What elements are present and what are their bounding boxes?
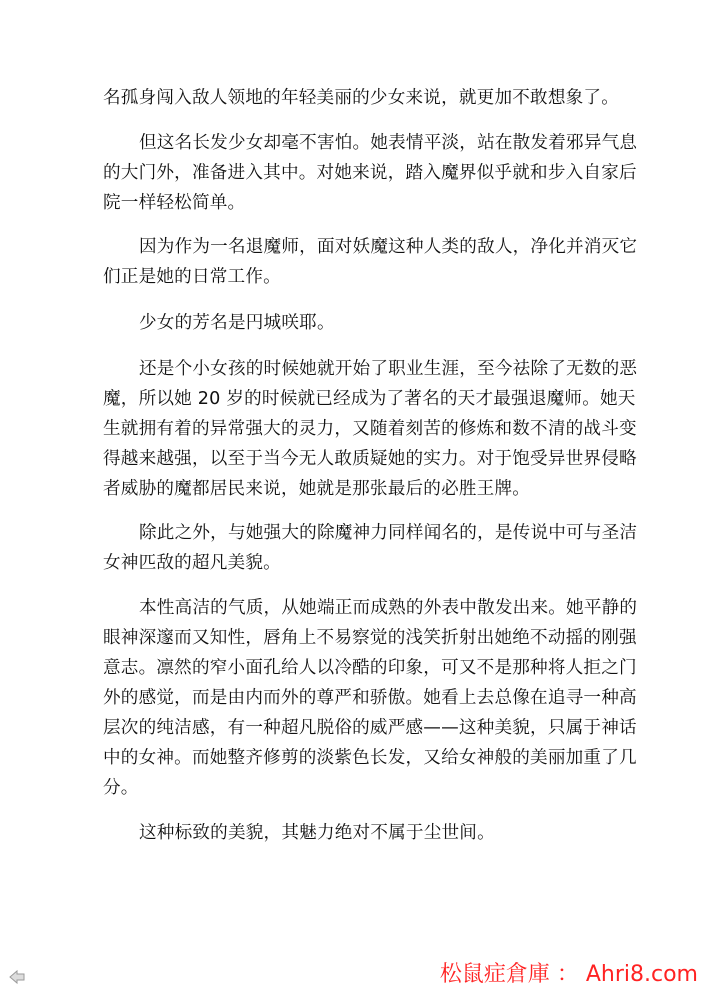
text-line: 除此之外，与她强大的除魔神力同样闻名的，是传说中可与圣洁 (139, 523, 638, 543)
text-line: 层次的纯洁感，有一种超凡脱俗的威严感——这种美貌，只属于神话 (103, 718, 637, 738)
text-line: 生就拥有着的异常强大的灵力，又随着刻苦的修炼和数不清的战斗变 (103, 419, 637, 439)
text-line: 外的感觉，而是由内而外的尊严和骄傲。她看上去总像在追寻一种高 (103, 688, 637, 708)
back-arrow-icon[interactable] (8, 968, 26, 986)
text-line: 意志。凛然的窄小面孔给人以冷酷的印象，可又不是那种将人拒之门 (103, 658, 637, 678)
text-line: 眼神深邃而又知性，唇角上不易察觉的浅笑折射出她绝不动摇的刚强 (103, 628, 637, 648)
text-line: 院一样轻松简单。 (103, 193, 246, 213)
text-line: 因为作为一名退魔师，面对妖魔这种人类的敌人，净化并消灭它 (139, 237, 638, 257)
text-line: 者威胁的魔都居民来说，她就是那张最后的必胜王牌。 (103, 479, 531, 499)
text-line: 们正是她的日常工作。 (103, 267, 281, 287)
text-line: 中的女神。而她整齐修剪的淡紫色长发，又给女神般的美丽加重了几 (103, 748, 637, 768)
text-line: 还是个小女孩的时候她就开始了职业生涯，至今祛除了无数的恶 (139, 359, 638, 379)
text-line: 分。 (103, 778, 139, 798)
text-line: 本性高洁的气质，从她端正而成熟的外表中散发出来。她平静的 (139, 598, 638, 618)
text-line: 这种标致的美貌，其魅力绝对不属于尘世间。 (139, 823, 495, 843)
text-line: 但这名长发少女却毫不害怕。她表情平淡，站在散发着邪异气息 (139, 133, 638, 153)
text-line: 得越来越强，以至于当今无人敢质疑她的实力。对于饱受异世界侵略 (103, 449, 637, 469)
site-watermark: 松鼠症倉庫 ： Ahri8.com (439, 962, 698, 987)
text-line: 女神匹敌的超凡美貌。 (103, 553, 281, 573)
text-line: 的大门外，准备进入其中。对她来说，踏入魔界似乎就和步入自家后 (103, 163, 637, 183)
text-line: 名孤身闯入敌人领地的年轻美丽的少女来说，就更加不敢想象了。 (103, 88, 620, 108)
text-line: 少女的芳名是円城咲耶。 (139, 313, 335, 333)
text-line: 魔，所以她 20 岁的时候就已经成为了著名的天才最强退魔师。她天 (103, 389, 636, 409)
